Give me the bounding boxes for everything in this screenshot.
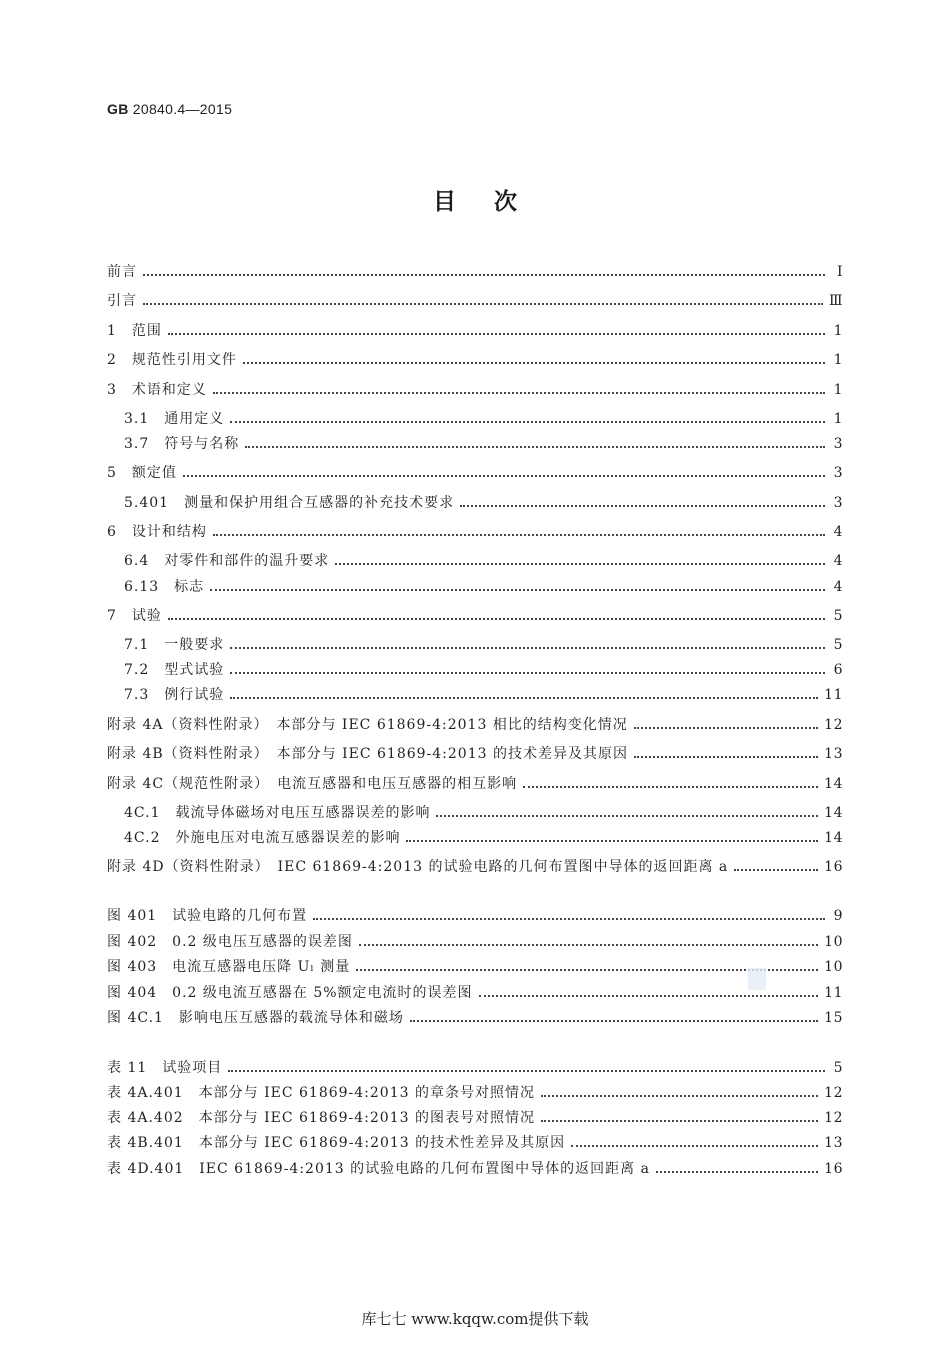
download-footer: 库七七 www.kqqw.com提供下载 xyxy=(361,1310,589,1328)
figure-entry-row[interactable] xyxy=(107,906,843,926)
figure-entry-page-number: 11 xyxy=(824,985,843,1001)
toc-entry-page-number: 14 xyxy=(824,776,843,792)
standard-number: 20840.4—2015 xyxy=(128,101,233,117)
toc-entry-label: 5 额定值 xyxy=(107,465,177,481)
toc-entry-row[interactable] xyxy=(107,828,843,848)
table-entry-label: 表 4D.401 IEC 61869-4:2013 的试验电路的几何布置图中导体的返回距离 a xyxy=(107,1161,650,1177)
toc-entry-label: 6.4 对零件和部件的温升要求 xyxy=(124,553,330,569)
toc-entry-page-number: 1 xyxy=(833,411,843,427)
dot-leader xyxy=(230,660,825,680)
figure-entry-label: 图 4C.1 影响电压互感器的载流导体和磁场 xyxy=(107,1010,404,1026)
toc-entry-label: 6.13 标志 xyxy=(124,579,205,595)
toc-entry-label: 附录 4C（规范性附录） 电流互感器和电压互感器的相互影响 xyxy=(107,776,518,792)
toc-entry-row[interactable] xyxy=(107,685,843,705)
dot-leader xyxy=(541,1083,818,1103)
toc-entry-page-number: 14 xyxy=(824,805,843,821)
figure-entry-label: 图 401 试验电路的几何布置 xyxy=(107,908,308,924)
toc-entry-label: 4C.1 载流导体磁场对电压互感器误差的影响 xyxy=(124,805,431,821)
figure-entry-page-number: 10 xyxy=(824,959,843,975)
table-entry-label: 表 4A.401 本部分与 IEC 61869-4:2013 的章条号对照情况 xyxy=(107,1085,535,1101)
table-entry-page-number: 12 xyxy=(824,1110,843,1126)
dot-leader xyxy=(406,828,818,848)
toc-entry-row[interactable] xyxy=(107,321,843,341)
toc-entry-label: 附录 4D（资料性附录） IEC 61869-4:2013 的试验电路的几何布置图中导体的返回距离 a xyxy=(107,859,729,875)
toc-entry-row[interactable] xyxy=(107,291,843,311)
toc-entry-row[interactable] xyxy=(107,606,843,626)
dot-leader xyxy=(243,350,825,370)
toc-entry-label: 3 术语和定义 xyxy=(107,382,207,398)
dot-leader xyxy=(571,1133,818,1153)
table-entry-row[interactable] xyxy=(107,1159,843,1179)
toc-entry-page-number: 12 xyxy=(824,717,843,733)
dot-leader xyxy=(410,1008,818,1028)
figure-entry-row[interactable] xyxy=(107,983,843,1003)
dot-leader xyxy=(734,857,818,877)
table-entry-label: 表 4A.402 本部分与 IEC 61869-4:2013 的图表号对照情况 xyxy=(107,1110,535,1126)
table-entry-page-number: 12 xyxy=(824,1085,843,1101)
toc-entry-row[interactable] xyxy=(107,493,843,513)
toc-entry-label: 6 设计和结构 xyxy=(107,524,207,540)
dot-leader xyxy=(541,1108,818,1128)
toc-entry-row[interactable] xyxy=(107,635,843,655)
table-entry-row[interactable] xyxy=(107,1083,843,1103)
watermark-spot xyxy=(748,968,766,990)
dot-leader xyxy=(230,409,825,429)
dot-leader xyxy=(634,744,818,764)
dot-leader xyxy=(228,1058,825,1078)
toc-entry-page-number: 1 xyxy=(833,352,843,368)
toc-entry-label: 4C.2 外施电压对电流互感器误差的影响 xyxy=(124,830,401,846)
toc-entry-page-number: 4 xyxy=(833,553,843,569)
toc-entry-label: 3.7 符号与名称 xyxy=(124,436,240,452)
toc-entry-label: 1 范围 xyxy=(107,323,162,339)
table-entry-page-number: 16 xyxy=(824,1161,843,1177)
toc-entry-page-number: 16 xyxy=(824,859,843,875)
toc-entry-page-number: 3 xyxy=(833,465,843,481)
page-title: 目次 xyxy=(433,188,555,215)
toc-entry-row[interactable] xyxy=(107,551,843,571)
dot-leader xyxy=(183,463,825,483)
table-entry-row[interactable] xyxy=(107,1108,843,1128)
table-entry-row[interactable] xyxy=(107,1058,843,1078)
toc-entry-row[interactable] xyxy=(107,380,843,400)
toc-entry-row[interactable] xyxy=(107,262,843,282)
figure-entry-row[interactable] xyxy=(107,957,843,977)
dot-leader xyxy=(436,803,818,823)
figure-entry-page-number: 15 xyxy=(824,1010,843,1026)
toc-entry-page-number: 1 xyxy=(833,323,843,339)
figure-entry-page-number: 9 xyxy=(833,908,843,924)
dot-leader xyxy=(634,715,818,735)
dot-leader xyxy=(213,380,825,400)
dot-leader xyxy=(523,774,818,794)
figure-entry-label: 图 403 电流互感器电压降 Uₗ 测量 xyxy=(107,959,351,975)
toc-entry-row[interactable] xyxy=(107,409,843,429)
dot-leader xyxy=(143,262,825,282)
figure-entry-row[interactable] xyxy=(107,1008,843,1028)
standard-code xyxy=(107,101,232,117)
table-entry-page-number: 13 xyxy=(824,1135,843,1151)
toc-entry-label: 2 规范性引用文件 xyxy=(107,352,237,368)
toc-entry-page-number: 1 xyxy=(833,382,843,398)
toc-entry-label: 附录 4B（资料性附录） 本部分与 IEC 61869-4:2013 的技术差异及其原因 xyxy=(107,746,628,762)
toc-entry-row[interactable] xyxy=(107,744,843,764)
toc-entry-page-number: 11 xyxy=(824,687,843,703)
table-entry-label: 表 11 试验项目 xyxy=(107,1060,223,1076)
toc-entry-row[interactable] xyxy=(107,434,843,454)
toc-entry-row[interactable] xyxy=(107,522,843,542)
toc-entry-page-number: 5 xyxy=(833,637,843,653)
dot-leader xyxy=(230,635,825,655)
toc-entry-row[interactable] xyxy=(107,463,843,483)
toc-entry-page-number: 14 xyxy=(824,830,843,846)
toc-entry-label: 7 试验 xyxy=(107,608,162,624)
figure-entry-label: 图 402 0.2 级电压互感器的误差图 xyxy=(107,934,353,950)
figure-entry-label: 图 404 0.2 级电流互感器在 5%额定电流时的误差图 xyxy=(107,985,473,1001)
standard-prefix: GB xyxy=(107,101,129,117)
figure-entry-row[interactable] xyxy=(107,932,843,952)
toc-entry-label: 7.1 一般要求 xyxy=(124,637,225,653)
toc-entry-label: 附录 4A（资料性附录） 本部分与 IEC 61869-4:2013 相比的结构变化情况 xyxy=(107,717,628,733)
dot-leader xyxy=(656,1159,818,1179)
toc-entry-label: 5.401 测量和保护用组合互感器的补充技术要求 xyxy=(124,495,455,511)
dot-leader xyxy=(230,685,818,705)
dot-leader xyxy=(313,906,825,926)
toc-entry-row[interactable] xyxy=(107,660,843,680)
toc-entry-page-number: 4 xyxy=(833,524,843,540)
toc-entry-label: 7.2 型式试验 xyxy=(124,662,225,678)
figure-entry-page-number: 10 xyxy=(824,934,843,950)
dot-leader xyxy=(460,493,825,513)
toc-entry-page-number: Ⅰ xyxy=(836,264,843,280)
toc-entry-page-number: 3 xyxy=(833,436,843,452)
table-entry-label: 表 4B.401 本部分与 IEC 61869-4:2013 的技术性差异及其原因 xyxy=(107,1135,566,1151)
dot-leader xyxy=(213,522,825,542)
toc-entry-label: 7.3 例行试验 xyxy=(124,687,225,703)
toc-entry-page-number: 3 xyxy=(833,495,843,511)
toc-entry-row[interactable] xyxy=(107,774,843,794)
toc-entry-label: 3.1 通用定义 xyxy=(124,411,225,427)
toc-entry-label: 引言 xyxy=(107,293,137,309)
toc-entry-page-number: 6 xyxy=(833,662,843,678)
table-entry-row[interactable] xyxy=(107,1133,843,1153)
toc-entry-page-number: Ⅲ xyxy=(828,293,843,309)
dot-leader xyxy=(143,291,823,311)
dot-leader xyxy=(335,551,825,571)
dot-leader xyxy=(168,606,825,626)
dot-leader xyxy=(210,577,825,597)
toc-entry-row[interactable] xyxy=(107,715,843,735)
toc-entry-row[interactable] xyxy=(107,350,843,370)
toc-entry-row[interactable] xyxy=(107,577,843,597)
toc-entry-page-number: 13 xyxy=(824,746,843,762)
toc-entry-row[interactable] xyxy=(107,857,843,877)
toc-entry-row[interactable] xyxy=(107,803,843,823)
dot-leader xyxy=(359,932,818,952)
dot-leader xyxy=(168,321,825,341)
toc-entry-label: 前言 xyxy=(107,264,137,280)
dot-leader xyxy=(479,983,819,1003)
toc-entry-page-number: 4 xyxy=(833,579,843,595)
table-entry-page-number: 5 xyxy=(833,1060,843,1076)
toc-entry-page-number: 5 xyxy=(833,608,843,624)
dot-leader xyxy=(245,434,825,454)
